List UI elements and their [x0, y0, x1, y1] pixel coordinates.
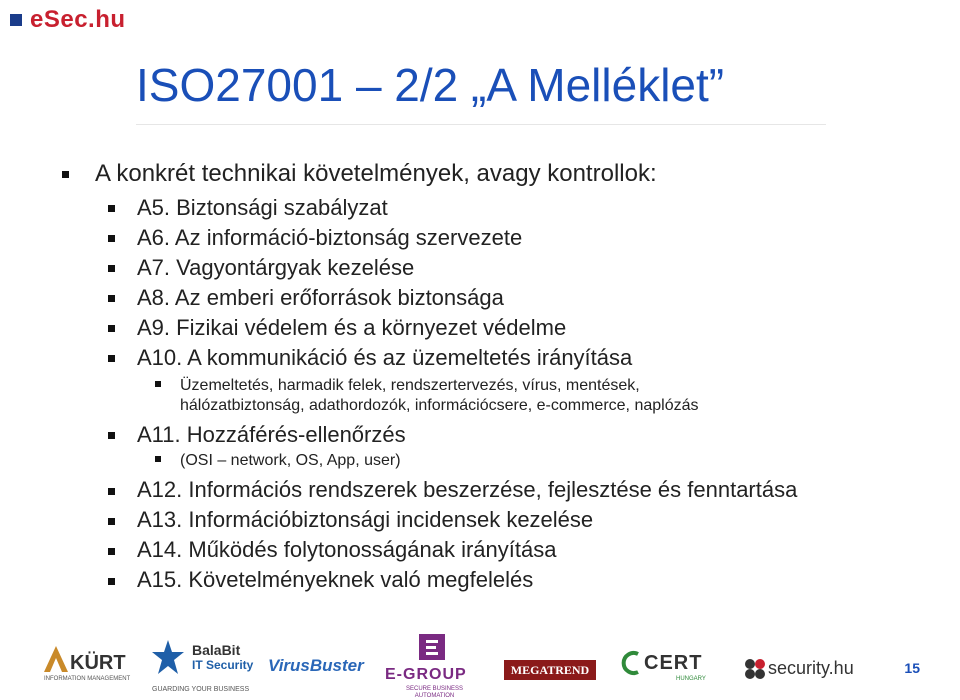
- bullet-marker: [108, 488, 115, 495]
- bullet-a11-sub: (OSI – network, OS, App, user): [180, 452, 401, 469]
- slide-title: ISO27001 – 2/2 „A Melléklet”: [136, 59, 725, 111]
- logo-square: [10, 14, 22, 26]
- egroup-emblem-icon: [417, 632, 447, 662]
- balabit-star-icon: [150, 638, 186, 678]
- bullet-a13: A13. Információbiztonsági incidensek kezelése: [137, 507, 594, 532]
- page-number: 15: [904, 660, 920, 676]
- bullet-a7: A7. Vagyontárgyak kezelése: [137, 255, 415, 280]
- bullet-marker: [155, 456, 161, 462]
- megatrend-logo: MEGATREND: [504, 660, 596, 680]
- bullet-main: A konkrét technikai követelmények, avagy kontrollok:: [95, 160, 657, 187]
- sponsor-logos: KÜRT INFORMATION MANAGEMENT BalaBit IT Security GUARDING YOUR BUSINESS VirusBuster E-GROUP SECURE BUSINESS AUTOMATION MEGATREND CERT HUNGARY security.hu: [0, 630, 960, 697]
- bullet-marker: [155, 381, 161, 387]
- bullet-a10: A10. A kommunikáció és az üzemeltetés irányítása: [137, 345, 633, 370]
- cert-swirl-icon: [618, 648, 644, 678]
- bullet-marker: [108, 518, 115, 525]
- bullet-a10-sub-line1: Üzemeltetés, harmadik felek, rendszertervezés, vírus, mentések,: [180, 377, 640, 394]
- esec-logo: [10, 6, 126, 34]
- bullet-marker: [108, 325, 115, 332]
- bullet-marker: [108, 355, 115, 362]
- bullet-a6: A6. Az információ-biztonság szervezete: [137, 225, 523, 250]
- virusbuster-logo: VirusBuster: [268, 656, 364, 675]
- bullet-marker: [108, 205, 115, 212]
- bullet-marker: [108, 265, 115, 272]
- bullet-marker: [108, 578, 115, 585]
- logo-text: eSec.hu: [30, 6, 126, 33]
- title-divider: [136, 124, 826, 125]
- bullet-a15: A15. Követelményeknek való megfelelés: [137, 567, 534, 592]
- bullet-a9: A9. Fizikai védelem és a környezet védelme: [137, 315, 567, 340]
- bullet-a12: A12. Információs rendszerek beszerzése, fejlesztése és fenntartása: [137, 477, 798, 502]
- bullet-a11: A11. Hozzáférés-ellenőrzés: [137, 422, 406, 447]
- bullet-a10-sub-line2: hálózatbiztonság, adathordozók, információcsere, e-commerce, naplózás: [180, 397, 699, 414]
- bullet-marker: [108, 295, 115, 302]
- bullet-marker: [108, 432, 115, 439]
- bullet-a8: A8. Az emberi erőforrások biztonsága: [137, 285, 504, 310]
- bullet-a5: A5. Biztonsági szabályzat: [137, 195, 388, 220]
- bullet-a14: A14. Működés folytonosságának irányítása: [137, 537, 557, 562]
- bullet-marker: [108, 548, 115, 555]
- bullet-marker: [62, 171, 69, 178]
- bullet-marker: [108, 235, 115, 242]
- securityhu-dots-icon: [744, 658, 766, 680]
- kurt-mountain-icon: [42, 644, 70, 674]
